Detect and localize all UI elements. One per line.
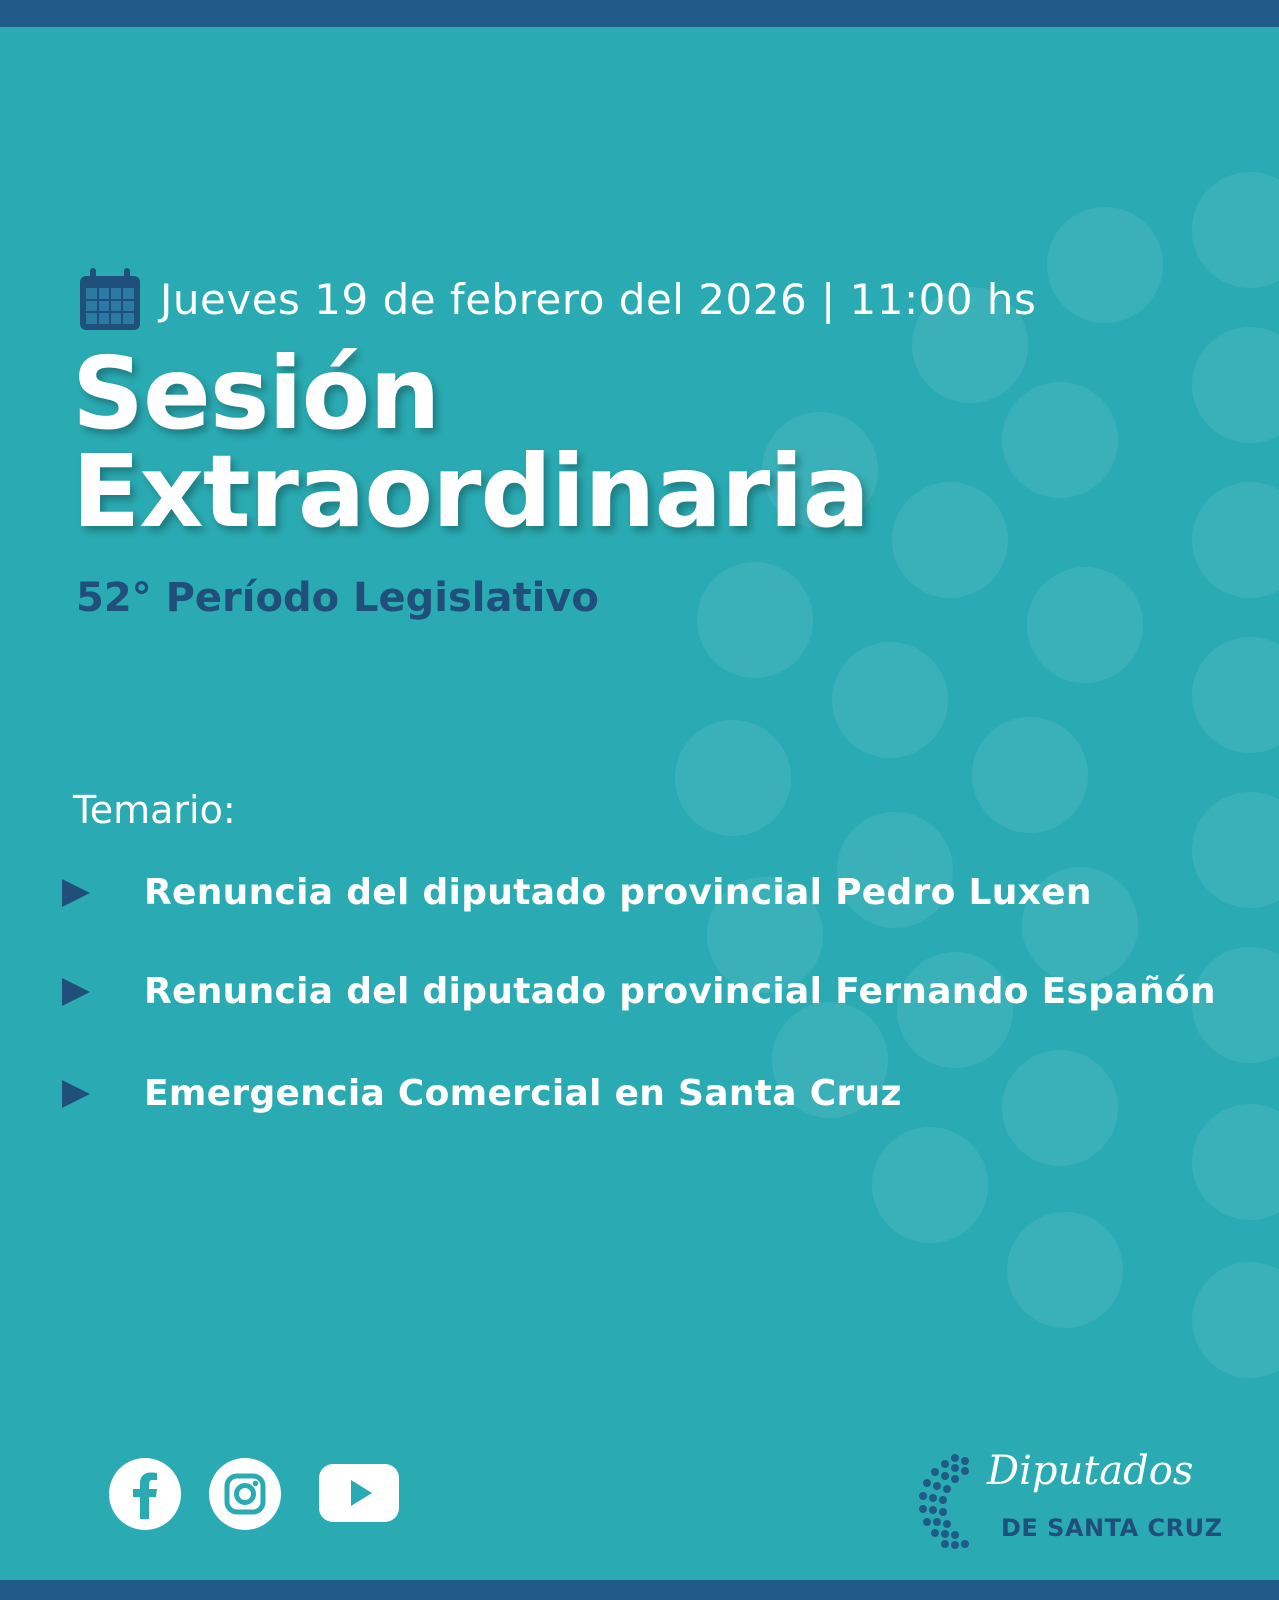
period-subtitle: 52° Período Legislativo: [76, 575, 599, 621]
title-line-1: Sesión: [72, 335, 440, 452]
facebook-icon[interactable]: [108, 1457, 182, 1531]
agenda-item: [62, 971, 1216, 1012]
event-date: Jueves 19 de febrero del 2026 | 11:00 hs: [160, 274, 1037, 324]
triangle-bullet-icon: [62, 879, 90, 907]
instagram-icon[interactable]: [208, 1457, 282, 1531]
agenda-item-label: Emergencia Comercial en Santa Cruz: [144, 1073, 902, 1114]
triangle-bullet-icon: [62, 978, 90, 1006]
calendar-icon: [78, 266, 142, 332]
logo-subtext: DE SANTA CRUZ: [1001, 1514, 1223, 1542]
date-row: [78, 266, 1036, 332]
dotted-logo-mark-icon: [915, 1452, 971, 1552]
agenda-item-label: Renuncia del diputado provincial Pedro Luxen: [144, 872, 1092, 913]
agenda-item: [62, 1073, 902, 1114]
agenda-item: [62, 872, 1092, 913]
triangle-bullet-icon: [62, 1080, 90, 1108]
title-line-2: Extraordinaria: [72, 433, 870, 550]
diputados-logo: [915, 1448, 1235, 1560]
logo-script-text: Diputados: [987, 1448, 1194, 1494]
agenda-heading: Temario:: [73, 788, 236, 832]
youtube-icon[interactable]: [318, 1463, 400, 1523]
page-title: [72, 335, 870, 550]
agenda-item-label: Renuncia del diputado provincial Fernando Españón: [144, 971, 1216, 1012]
bottom-bar: [0, 1580, 1279, 1600]
